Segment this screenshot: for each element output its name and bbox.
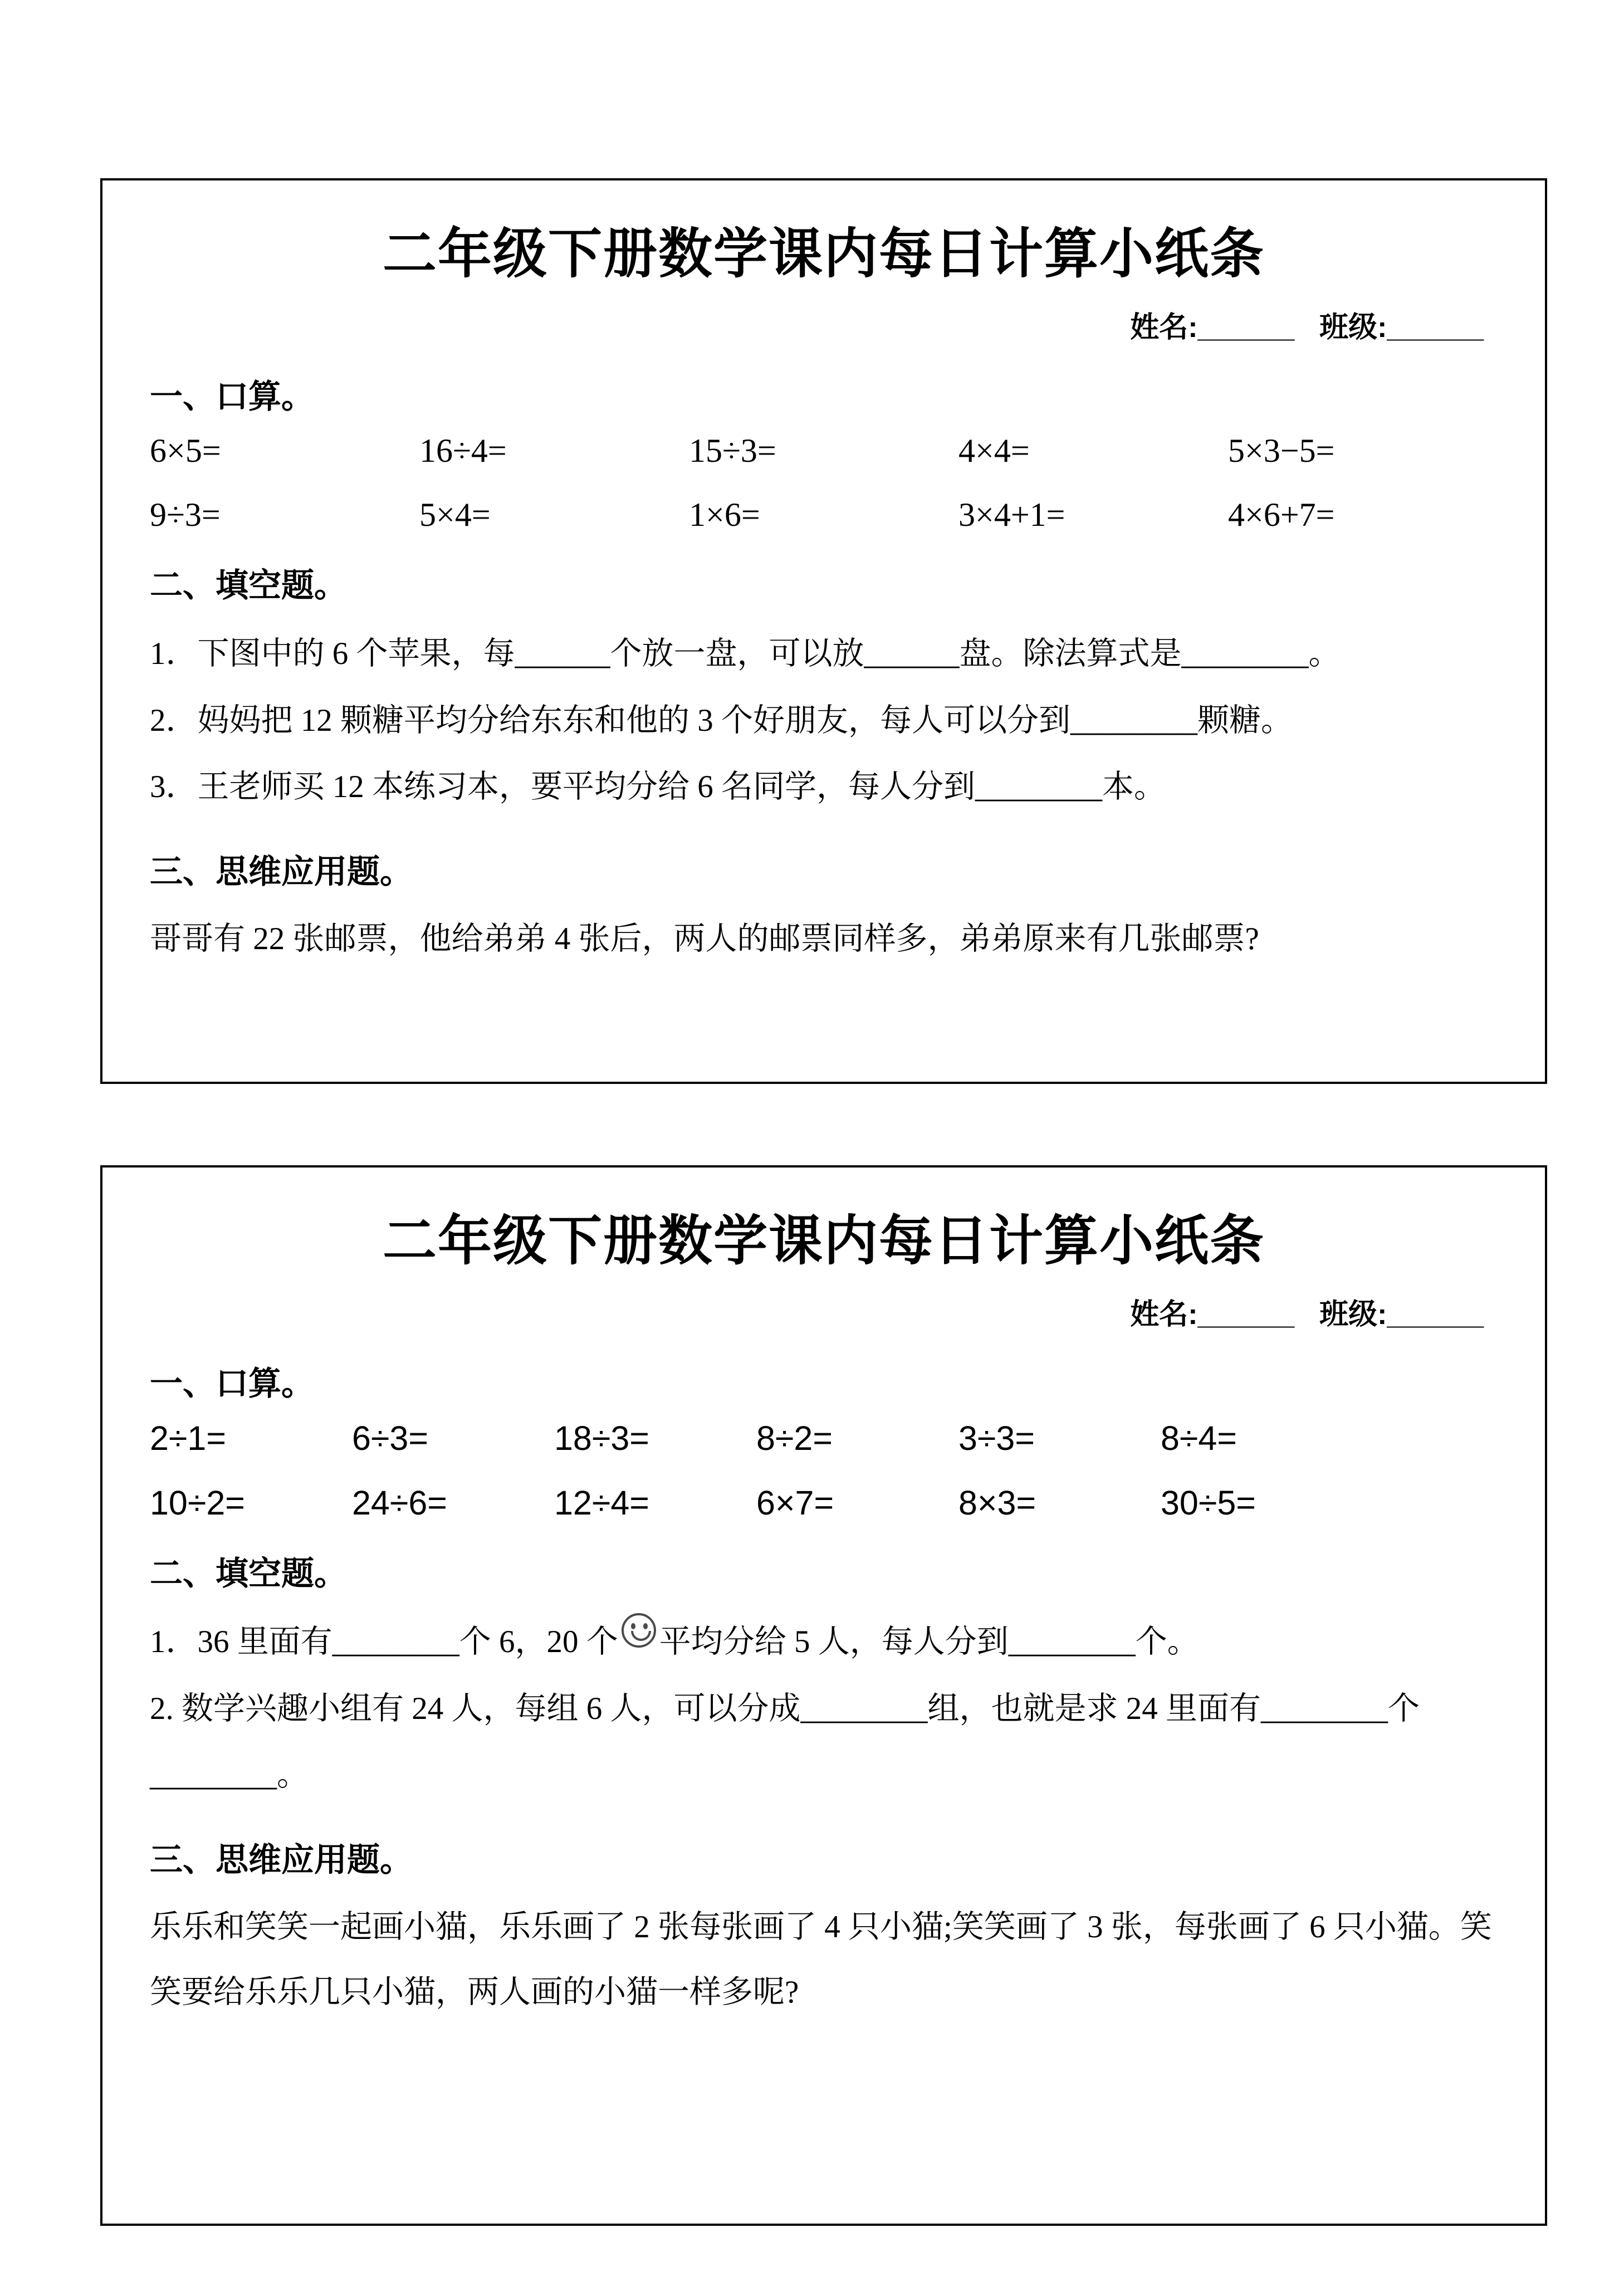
oral-problem: 18÷3= [554, 1419, 649, 1457]
section-heading-fill: 二、填空题。 [150, 1555, 348, 1592]
name-class-line [150, 1291, 1484, 1332]
oral-problem: 12÷4= [554, 1484, 649, 1522]
name-label: 姓名: [1130, 311, 1198, 344]
oral-problems-grid [150, 1419, 1363, 1522]
name-label: 姓名: [1130, 1298, 1198, 1331]
oral-problem: 8×3= [958, 1484, 1036, 1522]
oral-problem: 9÷3= [150, 496, 221, 533]
class-label: 班级: [1319, 1298, 1387, 1331]
oral-problem: 5×3−5= [1228, 432, 1335, 469]
oral-problem: 10÷2= [150, 1484, 245, 1522]
page-title: 二年级下册数学课内每日计算小纸条 [383, 224, 1265, 284]
worksheet-1 [100, 178, 1547, 1084]
section-heading-think: 三、思维应用题。 [150, 1841, 413, 1879]
oral-problem: 15÷3= [689, 432, 776, 469]
name-blank: ______ [1197, 1298, 1295, 1331]
class-blank: ______ [1387, 311, 1484, 344]
oral-problem: 16÷4= [419, 432, 507, 469]
oral-problem: 1×6= [689, 496, 760, 533]
oral-problem: 6×5= [150, 432, 221, 469]
oral-problem: 6÷3= [352, 1419, 428, 1457]
fill-item-text-after: 平均分给 5 人，每人分到________个。 [659, 1624, 1199, 1659]
oral-problems-grid [150, 432, 1498, 534]
oral-problem: 4×4= [958, 432, 1030, 469]
fill-item: 2．妈妈把 12 颗糖平均分给东东和他的 3 个好朋友，每人可以分到________颗糖。 [150, 702, 1293, 738]
word-problem: 哥哥有 22 张邮票，他给弟弟 4 张后，两人的邮票同样多，弟弟原来有几张邮票? [150, 921, 1259, 957]
oral-problem: 2÷1= [150, 1419, 226, 1457]
oral-problem: 6×7= [756, 1484, 834, 1522]
oral-problem: 5×4= [419, 496, 491, 533]
oral-problem: 30÷5= [1161, 1484, 1256, 1522]
page-title: 二年级下册数学课内每日计算小纸条 [383, 1211, 1265, 1271]
fill-item [150, 1609, 1498, 1675]
oral-problem: 4×6+7= [1228, 496, 1335, 533]
class-blank: ______ [1387, 1298, 1484, 1331]
section-heading-fill: 二、填空题。 [150, 567, 348, 604]
fill-item: 3．王老师买 12 本练习本，要平均分给 6 名同学，每人分到________本。 [150, 769, 1166, 805]
fill-item-text-before: 1．36 里面有________个 6，20 个 [150, 1624, 618, 1659]
section-heading-oral: 一、口算。 [150, 1365, 315, 1402]
oral-problem: 3×4+1= [958, 496, 1065, 533]
fill-item: 1．下图中的 6 个苹果，每______个放一盘，可以放______盘。除法算式是________。 [150, 636, 1341, 671]
fill-item: 2. 数学兴趣小组有 24 人，每组 6 人，可以分成________组，也就是求 24 里面有________个________。 [150, 1691, 1420, 1793]
worksheet-2 [100, 1165, 1547, 2226]
oral-problem: 8÷2= [756, 1419, 833, 1457]
smiley-face-icon [622, 1613, 656, 1648]
section-heading-think: 三、思维应用题。 [150, 853, 413, 891]
name-class-line [150, 304, 1484, 345]
name-blank: ______ [1197, 311, 1295, 344]
oral-problem: 8÷4= [1161, 1419, 1237, 1457]
word-problem: 乐乐和笑笑一起画小猫，乐乐画了 2 张每张画了 4 只小猫;笑笑画了 3 张，每张画了 6 只小猫。笑笑要给乐乐几只小猫，两人画的小猫一样多呢? [150, 1909, 1492, 2010]
section-heading-oral: 一、口算。 [150, 378, 315, 415]
oral-problem: 3÷3= [958, 1419, 1035, 1457]
oral-problem: 24÷6= [352, 1484, 447, 1522]
class-label: 班级: [1319, 311, 1387, 344]
